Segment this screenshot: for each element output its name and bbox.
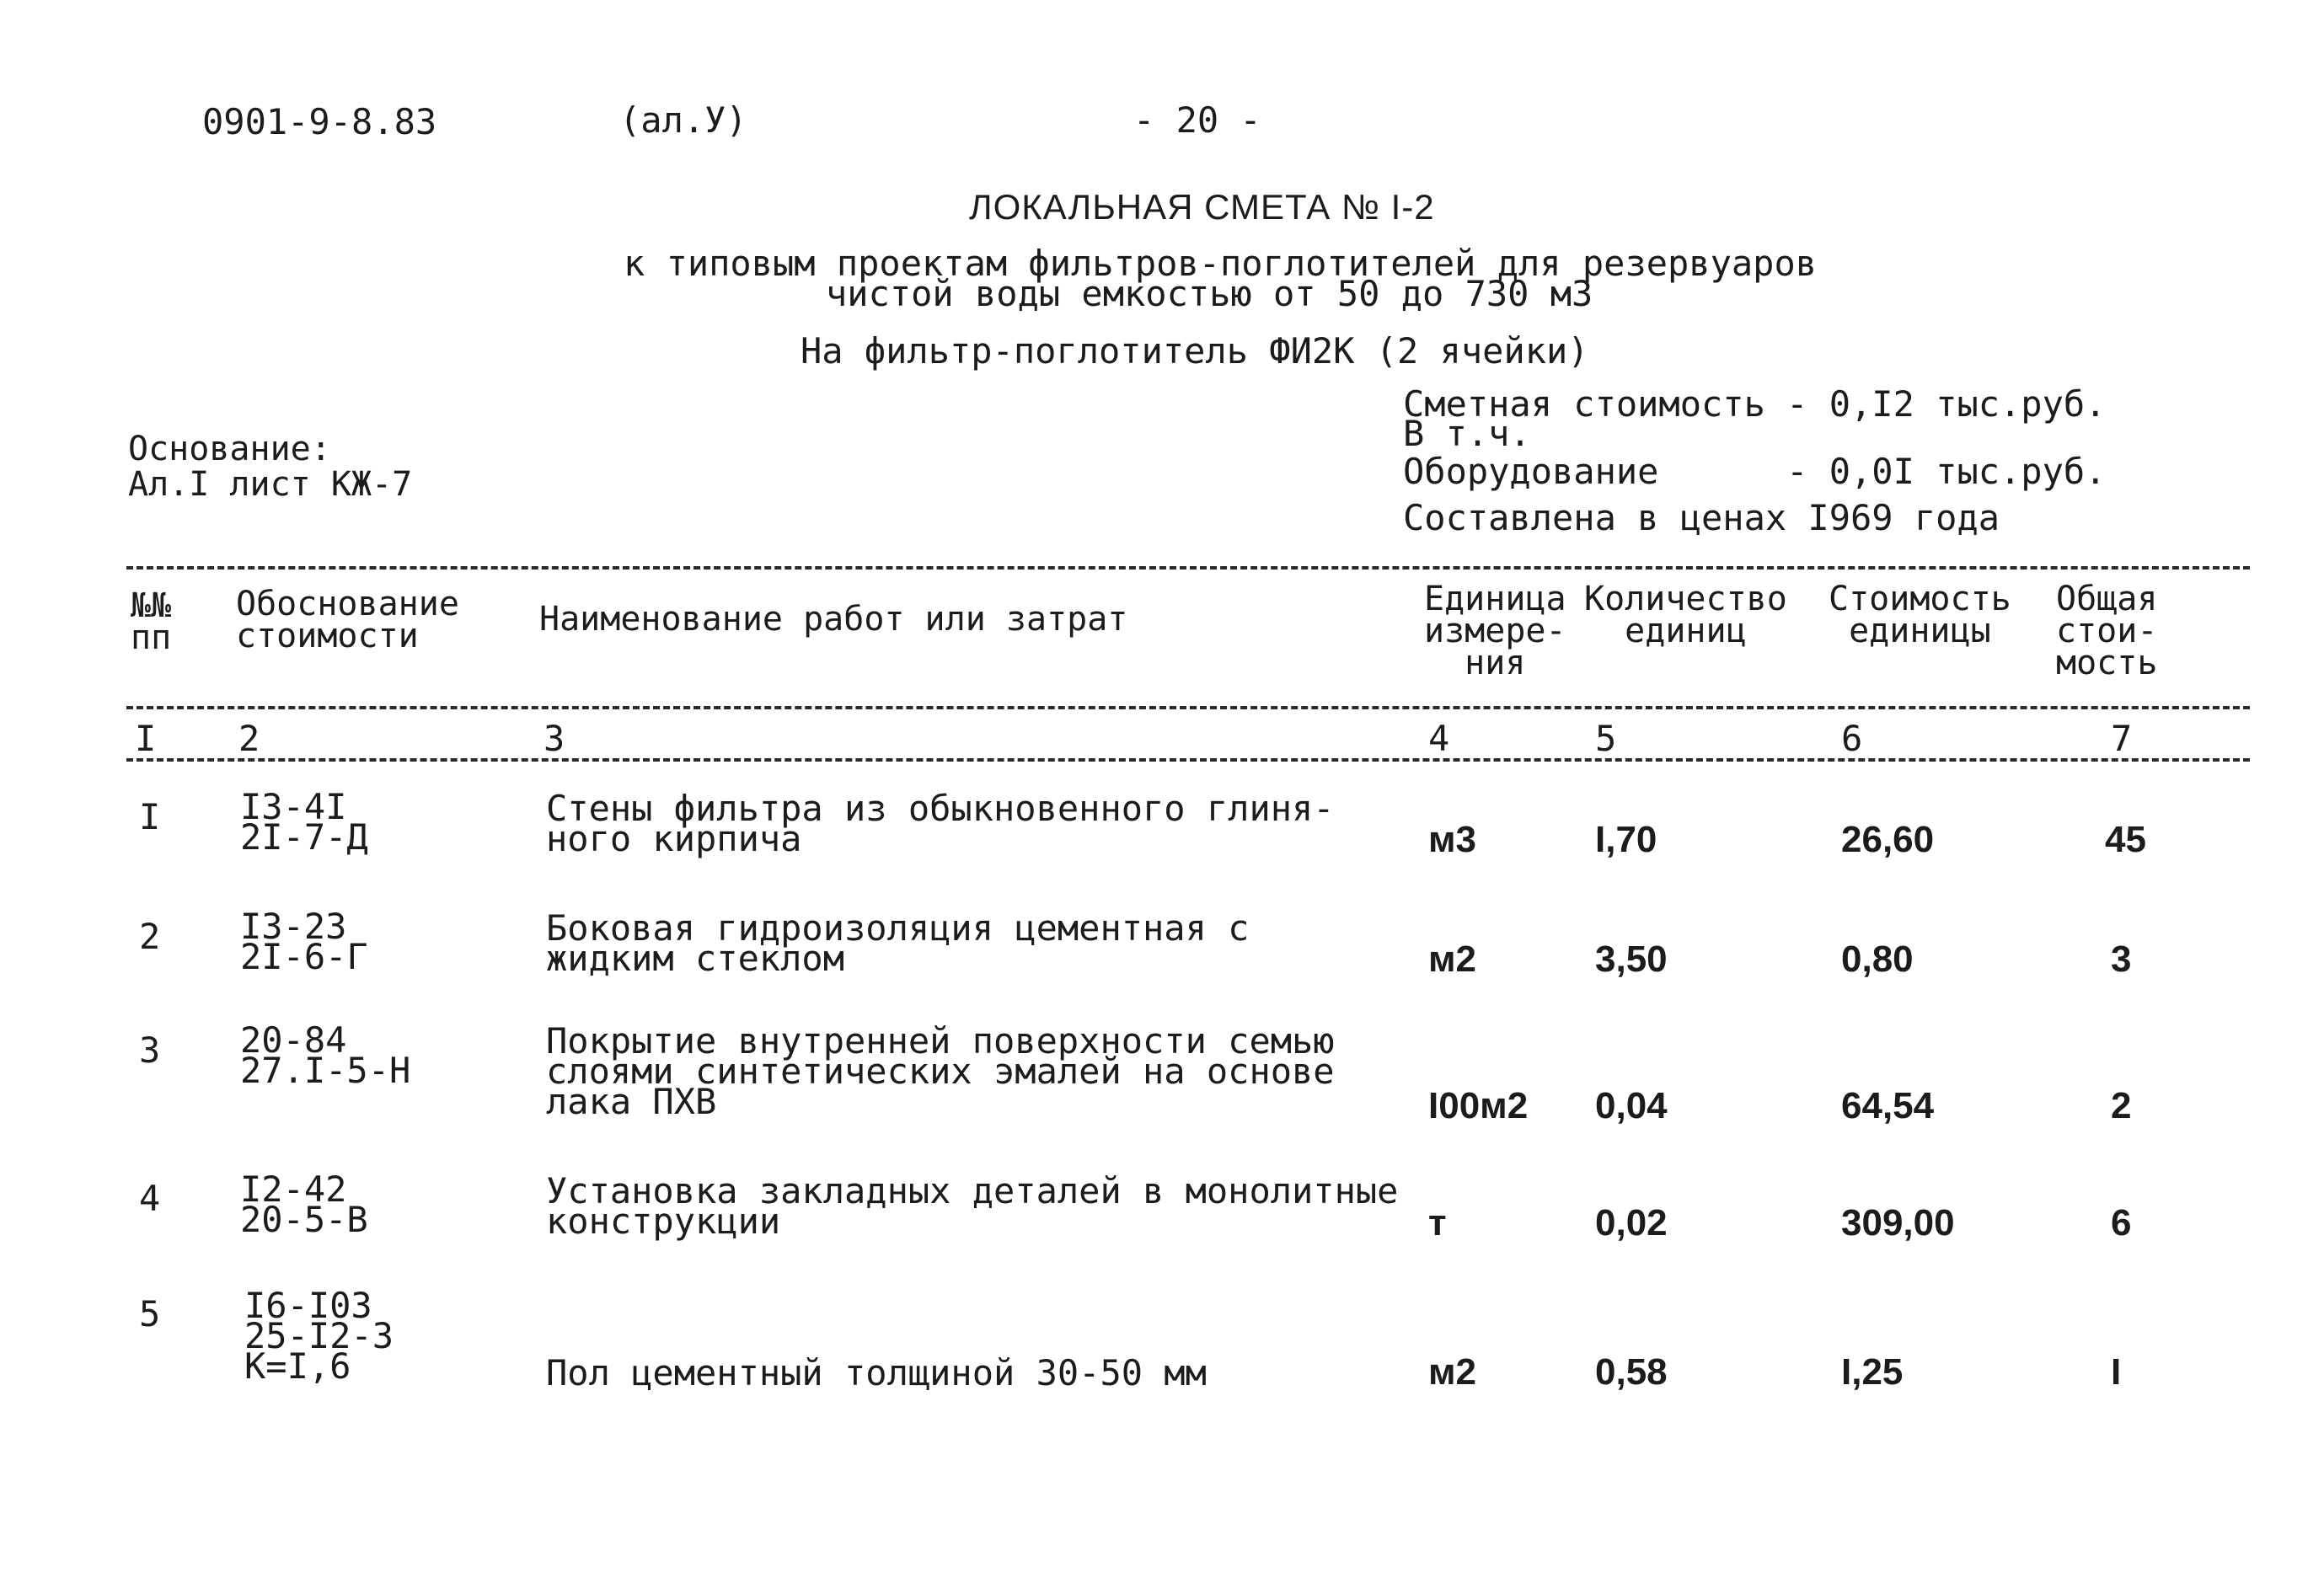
header-col-6: Стоимость единицы: [1829, 580, 2011, 650]
row-quantity: 3,50: [1595, 939, 1668, 980]
row-unit-cost: 26,60: [1841, 819, 1935, 860]
column-numbers-rule: [126, 758, 2250, 762]
row-number: 4: [139, 1178, 161, 1219]
row-name: Покрытие внутренней поверхности семью слоями синтетических эмалей на основе лака ПХВ: [546, 1020, 1335, 1122]
row-quantity: 0,02: [1595, 1202, 1668, 1243]
row-name: Стены фильтра из обыкновенного глиня- ного кирпича: [546, 788, 1335, 859]
row-basis: I2-42 20-5-В: [240, 1169, 368, 1240]
page-number: - 20 -: [1133, 99, 1261, 141]
equipment-cost: Оборудование - 0,0I тыс.руб.: [1403, 451, 2107, 492]
price-basis: Составлена в ценах I969 года: [1403, 497, 2000, 538]
row-unit: м2: [1428, 1351, 1477, 1393]
column-number-7: 7: [2111, 718, 2133, 759]
column-number-1: I: [135, 718, 157, 759]
header-bottom-rule: [126, 706, 2250, 709]
row-quantity: 0,04: [1595, 1085, 1668, 1126]
title-subline-1: к типовым проектам фильтров-поглотителей для резервуаров: [624, 243, 1818, 284]
row-quantity: I,70: [1595, 819, 1657, 860]
header-col-2: Обоснование стоимости: [236, 585, 459, 655]
estimated-cost: Сметная стоимость - 0,I2 тыс.руб.: [1403, 383, 2107, 425]
row-unit: I00м2: [1428, 1085, 1529, 1126]
column-number-4: 4: [1428, 718, 1450, 759]
header-col-7: Общая стои- мость: [2056, 580, 2158, 682]
row-unit: м3: [1428, 819, 1477, 860]
column-number-5: 5: [1595, 718, 1617, 759]
row-unit-cost: 64,54: [1841, 1085, 1935, 1126]
title-subline-2: чистой воды емкостью от 50 до 730 м3: [826, 273, 1593, 314]
row-number: 2: [139, 916, 161, 957]
row-total: 3: [2111, 939, 2132, 980]
row-unit-cost: 309,00: [1841, 1202, 1955, 1243]
row-total: 2: [2111, 1085, 2132, 1126]
row-basis: I6-I03 25-I2-3 К=I,6: [244, 1285, 394, 1387]
row-number: 5: [139, 1293, 161, 1334]
row-unit-cost: 0,80: [1841, 939, 1914, 980]
row-unit-cost: I,25: [1841, 1351, 1904, 1393]
row-basis: 20-84 27.I-5-Н: [240, 1019, 411, 1091]
row-unit: м2: [1428, 939, 1477, 980]
column-number-3: 3: [544, 718, 565, 759]
row-unit: т: [1428, 1202, 1447, 1243]
basis-value: Ал.I лист КЖ-7: [128, 465, 413, 504]
row-name: Пол цементный толщиной 30-50 мм: [546, 1352, 1207, 1393]
column-number-6: 6: [1841, 718, 1863, 759]
header-col-5: Количество единиц: [1584, 580, 1787, 650]
row-total: 45: [2105, 819, 2146, 860]
row-quantity: 0,58: [1595, 1351, 1668, 1393]
document-code: 0901-9-8.83: [202, 101, 437, 142]
estimate-title: ЛОКАЛЬНАЯ СМЕТА № I-2: [969, 187, 1435, 227]
column-number-2: 2: [238, 718, 260, 759]
row-number: 3: [139, 1029, 161, 1071]
header-col-4: Единица измере- ния: [1424, 580, 1566, 682]
table-top-rule: [126, 566, 2250, 570]
row-number: I: [139, 796, 161, 837]
including-label: В т.ч.: [1403, 413, 1531, 454]
row-total: 6: [2111, 1202, 2132, 1243]
header-col-1: №№ пп: [131, 586, 172, 657]
row-basis: I3-23 2I-6-Г: [240, 906, 368, 977]
header-col-3: Наименование работ или затрат: [539, 600, 1128, 639]
row-basis: I3-4I 2I-7-Д: [240, 786, 368, 858]
album-label: (ал.У): [619, 99, 747, 141]
row-total: I: [2111, 1351, 2122, 1393]
basis-label: Основание:: [128, 430, 331, 468]
row-name: Боковая гидроизоляция цементная с жидким стеклом: [546, 907, 1250, 979]
row-name: Установка закладных деталей в монолитные конструкции: [546, 1170, 1399, 1242]
title-subline-3: На фильтр-поглотитель ФИ2К (2 ячейки): [801, 330, 1589, 372]
